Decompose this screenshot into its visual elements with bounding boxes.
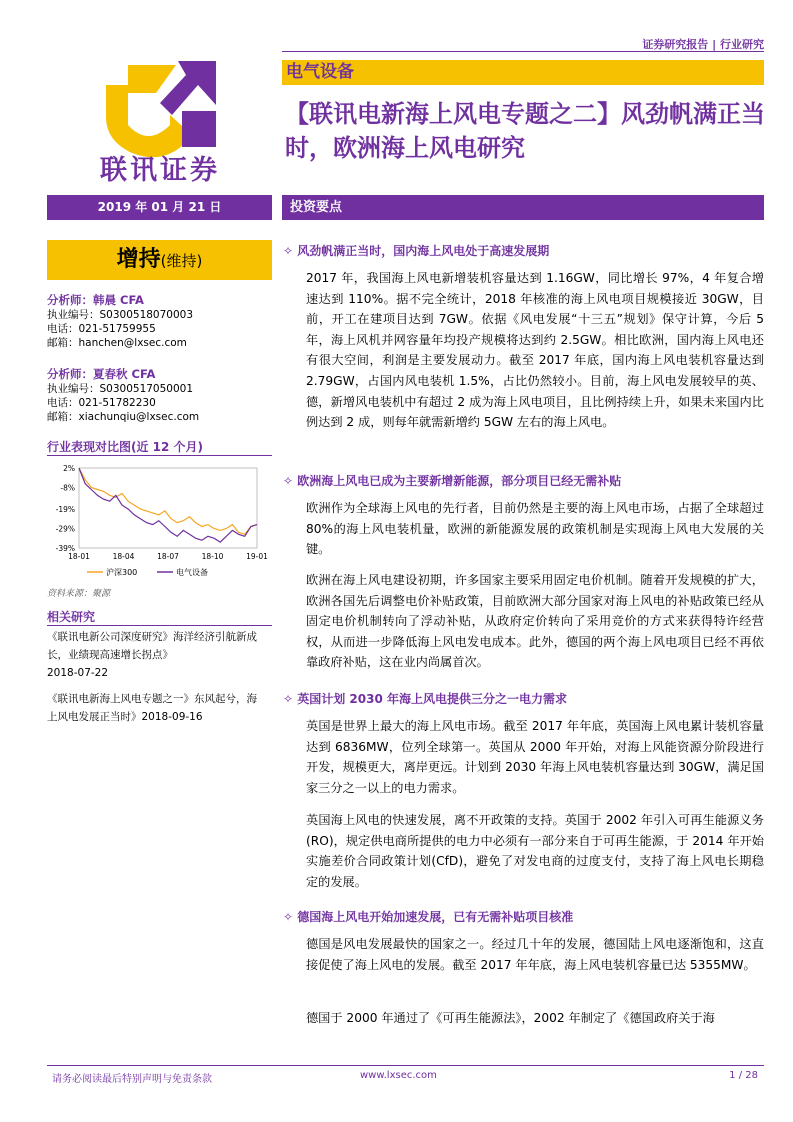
- report-type-label: 证券研究报告 | 行业研究: [642, 38, 764, 51]
- section-heading-1: ✧ 风劲帆满正当时，国内海上风电处于高速发展期: [283, 244, 550, 258]
- chart-title: 行业表现对比图(近 12 个月): [47, 440, 204, 454]
- header-divider: [282, 51, 764, 52]
- analyst-phone: 电话：021-51759955: [47, 323, 156, 335]
- related-item-date: 2018-07-22: [47, 667, 109, 679]
- related-research-title: 相关研究: [47, 610, 96, 624]
- performance-chart: [47, 460, 272, 580]
- plot-frame: [79, 468, 257, 548]
- y-tick-label: -8%: [60, 483, 75, 493]
- section-1-para-1: 2017 年，我国海上风电新增装机容量达到 1.16GW，同比增长 97%，4 年复合增速达到 110%。据不完全统计，2018 年核准的海上风电项目规模接近 30GW，目前，开工在建项目达到 7GW。依据《风电发展“十三五”规划》保守计算，今后 5 年，海上风机并网容量年均投产规模将达到约 2.5GW。相比欧洲，国内海上风电还有很大空间，利润是主要发展动力。截至 2017 年底，国内海上风电装机容量达到 2.79GW，占国内风电装机 1.5%，占比仍然较小。目前，海上风电发展较早的英、德，新增风电装机中有超过 2 成为海上风电项目，且比例持续上升，如果未来国内比例达到 2 成，则每年就需新增约 5GW 左右的海上风电。: [306, 271, 764, 430]
- analyst-name: 分析师：韩晨 CFA: [47, 293, 144, 307]
- section-heading-4: ✧ 德国海上风电开始加速发展，已有无需补贴项目核准: [283, 910, 574, 924]
- section-3-para-2: 英国海上风电的快速发展，离不开政策的支持。英国于 2002 年引入可再生能源义务(RO)，规定供电商所提供的电力中必须有一部分来自于可再生能源，于 2014 年开始实施差价合同政策计划(CfD)，避免了对发电商的过度支付，支持了海上风电长期稳定的发展。: [306, 813, 764, 889]
- section-2-para-1: 欧洲作为全球海上风电的先行者，目前仍然是主要的海上风电市场，占据了全球超过 80%的海上风电装机量，欧洲的新能源发展的政策机制是实现海上风电大发展的关键。: [306, 501, 764, 557]
- related-item-text: 《联讯电新海上风电专题之一》东风起兮，海上风电发展正当时》2018-09-16: [47, 693, 257, 723]
- x-tick-label: 18-04: [112, 552, 135, 561]
- section-2-para-2: 欧洲在海上风电建设初期，许多国家主要采用固定电价机制。随着开发规模的扩大，欧洲各国先后调整电价补贴政策，目前欧洲大部分国家对海上风电的补贴政策已经从固定电价机制转向了浮动补贴，从政府定价转向了采用竞价的方式来获得特许经营权，从而进一步降低海上风电发电成本。此外，德国的两个海上风电项目已经不再依靠政府补贴，这在业内尚属首次。: [306, 573, 764, 670]
- sector-banner: 电气设备: [282, 60, 764, 85]
- y-tick-label: -39%: [55, 544, 75, 553]
- legend-label: 电气设备: [176, 568, 208, 577]
- related-item-1[interactable]: [47, 628, 267, 682]
- analyst-name: 分析师：夏春秋 CFA: [47, 367, 156, 381]
- y-tick-label: -19%: [55, 504, 75, 514]
- section-4-para-1: 德国是风电发展最快的国家之一。经过几十年的发展，德国陆上风电逐渐饱和，这直接促使了海上风电的发展。截至 2017 年年底，海上风电装机容量已达 5355MW。: [306, 937, 764, 972]
- footer-disclaimer[interactable]: 请务必阅读最后特别声明与免责条款: [52, 1074, 212, 1085]
- section-3-para-1: 英国是世界上最大的海上风电市场。截至 2017 年年底，英国海上风电累计装机容量达到 6836MW，位列全球第一。英国从 2000 年开始，对海上风能资源分阶段进行开发，规模更大，离岸更远。计划到 2030 年海上风电装机容量达到 30GW，满足国家三分之一以上的电力需求。: [306, 719, 764, 795]
- analyst-license: 执业编号：S0300517050001: [47, 383, 194, 395]
- section-4-para-2: 德国于 2000 年通过了《可再生能源法》，2002 年制定了《德国政府关于海: [306, 1011, 715, 1025]
- related-divider: [47, 625, 272, 626]
- footer-divider: [47, 1065, 764, 1066]
- investment-highlights-heading: 投资要点: [282, 195, 764, 220]
- section-heading-2: ✧ 欧洲海上风电已成为主要新增新能源，部分项目已经无需补贴: [283, 474, 622, 488]
- report-title: 【联讯电新海上风电专题之二】风劲帆满正当时，欧洲海上风电研究: [285, 100, 765, 162]
- analyst-phone: 电话：021-51782230: [47, 397, 156, 409]
- analyst-block-2: [47, 366, 272, 424]
- rating-box: [47, 240, 272, 280]
- x-tick-label: 19-01: [246, 552, 268, 561]
- x-tick-label: 18-01: [68, 552, 90, 561]
- analyst-email[interactable]: 邮箱：xiachunqiu@lxsec.com: [47, 411, 200, 423]
- rating-sub: (维持): [160, 252, 203, 270]
- analyst-block-1: [47, 292, 272, 350]
- series-line-电气设备: [79, 468, 257, 542]
- analyst-email[interactable]: 邮箱：hanchen@lxsec.com: [47, 337, 187, 349]
- chart-source: 资料来源：聚源: [47, 589, 111, 599]
- analyst-license: 执业编号：S0300518070003: [47, 309, 194, 321]
- legend-label: 沪深300: [106, 568, 138, 577]
- section-heading-3: ✧ 英国计划 2030 年海上风电提供三分之一电力需求: [283, 692, 567, 706]
- company-logo-text: 联讯证券: [100, 155, 220, 186]
- chart-title-divider: [47, 455, 272, 456]
- x-tick-label: 18-07: [157, 552, 179, 561]
- rating-main: 增持: [116, 247, 161, 272]
- x-tick-label: 18-10: [201, 552, 224, 561]
- report-date: 2019 年 01 月 21 日: [47, 195, 272, 220]
- y-tick-label: 2%: [63, 464, 75, 473]
- y-tick-label: -29%: [55, 524, 75, 534]
- related-item-text: 《联讯电新公司深度研究》海洋经济引航新成长，业绩现高速增长拐点》: [47, 631, 257, 661]
- page-number: 1 / 28: [729, 1070, 758, 1081]
- related-item-2[interactable]: [47, 690, 267, 726]
- footer-website[interactable]: www.lxsec.com: [360, 1070, 437, 1081]
- series-line-沪深300: [79, 468, 257, 534]
